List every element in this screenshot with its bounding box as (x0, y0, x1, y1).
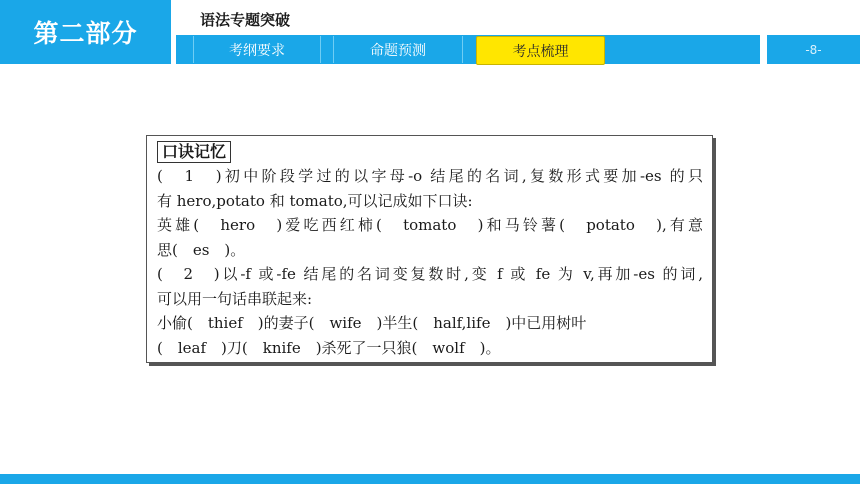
mnemonic-card (146, 135, 713, 363)
tab-exam-requirements[interactable]: 考纲要求 (193, 36, 321, 63)
tab-key-points[interactable]: 考点梳理 (476, 36, 605, 65)
card-line: 小偷( thief )的妻子( wife )半生( half,life )中已用树叶 (157, 314, 587, 332)
card-heading: 口诀记忆 (157, 141, 231, 163)
card-line: ( 1 )初中阶段学过的以字母-o 结尾的名词,复数形式要加-es 的只 (157, 167, 703, 185)
subject-title: 语法专题突破 (200, 11, 291, 29)
page-number: -8- (767, 35, 860, 64)
card-line: 思( es )。 (157, 240, 246, 259)
footer-bar (0, 474, 860, 484)
card-line: ( leaf )刀( knife )杀死了一只狼( wolf )。 (157, 338, 501, 357)
tab-exam-prediction[interactable]: 命题预测 (333, 36, 463, 63)
card-line: 可以用一句话串联起来: (157, 289, 313, 308)
section-title: 第二部分 (0, 0, 171, 64)
card-line: ( 2 )以-f 或-fe 结尾的名词变复数时,变 f 或 fe 为 v,再加-es 的词, (157, 265, 703, 283)
card-line: 英雄( hero )爱吃西红柿( tomato )和马铃薯( potato ),有意 (157, 216, 703, 234)
card-line: 有 hero,potato 和 tomato,可以记成如下口诀: (157, 191, 473, 210)
